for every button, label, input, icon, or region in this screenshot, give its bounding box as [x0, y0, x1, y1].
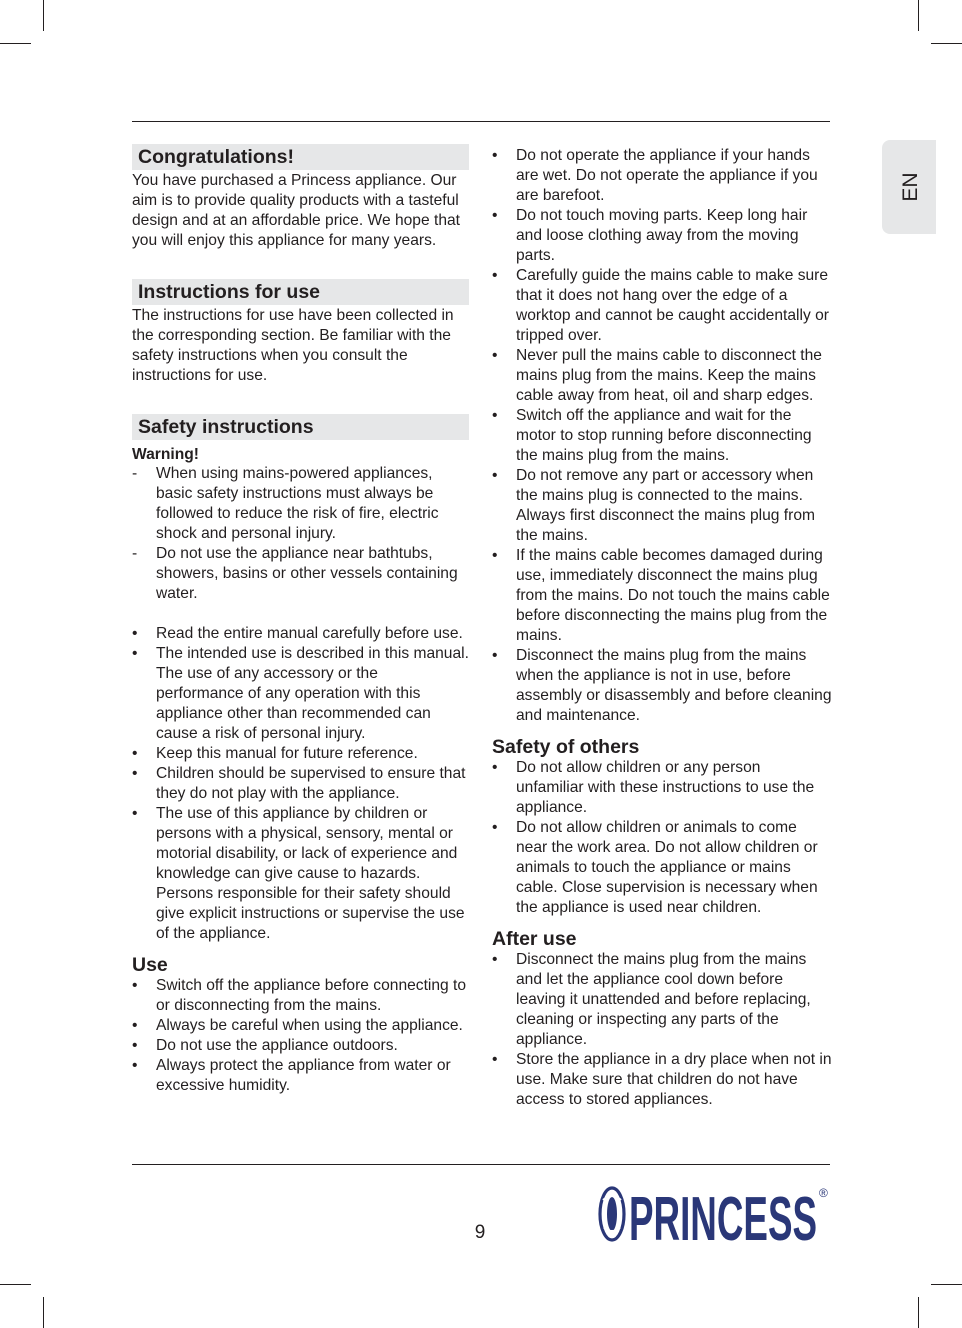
list-item: • Do not operate the appliance if your hands are wet. Do not operate the appliance if you are barefoot.: [492, 147, 818, 204]
bullet-marker: •: [492, 759, 498, 776]
brand-wordmark: PRINCESS: [629, 1185, 817, 1244]
princess-logo-graphic: [598, 1184, 830, 1244]
after-use-heading: After use: [492, 928, 577, 950]
left-column: [132, 144, 469, 1096]
bullet-marker: •: [492, 467, 498, 484]
safety-of-others-list: [492, 758, 832, 918]
crop-mark: [918, 1297, 919, 1328]
safety-of-others-heading: Safety of others: [492, 736, 640, 758]
list-item: - Do not use the appliance near bathtubs, showers, basins or other vessels containing water.: [132, 545, 458, 602]
bullet-marker: •: [132, 645, 138, 662]
safety-continued-list: [492, 146, 832, 726]
list-item: • Always protect the appliance from water or excessive humidity.: [132, 1057, 451, 1094]
list-item: - When using mains-powered appliances, basic safety instructions must always be followed to reduce the risk of fire, electric shock and personal injury.: [132, 465, 439, 542]
right-column: [492, 146, 832, 1110]
list-item: • Always be careful when using the appliance.: [132, 1017, 463, 1034]
list-item: • The use of this appliance by children or persons with a physical, sensory, mental or motorial disability, or lack of experience and knowledge can give cause to hazards. Persons responsible for their safety should give explicit instructions or supervise the use of the appliance.: [132, 805, 465, 942]
list-item: • If the mains cable becomes damaged during use, immediately disconnect the mains plug from the mains. Do not touch the mains cable before disconnecting the mains plug from the mains.: [492, 547, 830, 644]
use-heading: Use: [132, 954, 168, 976]
warning-list: [132, 464, 469, 604]
congratulations-heading: Congratulations!: [132, 144, 469, 170]
list-item: • Carefully guide the mains cable to make sure that it does not hang over the edge of a worktop and cannot be caught accidentally or tripped over.: [492, 267, 829, 344]
crop-mark: [0, 43, 31, 44]
top-rule: [132, 121, 830, 122]
dash-marker: -: [132, 465, 138, 482]
crop-mark: [931, 43, 962, 44]
princess-logo: [598, 1184, 830, 1249]
list-item: • Read the entire manual carefully before use.: [132, 625, 463, 642]
use-bullet-list: [132, 976, 469, 1096]
bullet-marker: •: [132, 805, 138, 822]
list-item: • Store the appliance in a dry place when not in use. Make sure that children do not have access to stored appliances.: [492, 1051, 832, 1108]
list-item: • Do not remove any part or accessory when the mains plug is connected to the mains. Always first disconnect the mains plug from the mains.: [492, 467, 815, 544]
bullet-marker: •: [492, 647, 498, 664]
list-item: • Switch off the appliance before connecting to or disconnecting from the mains.: [132, 977, 467, 1014]
list-item: • Do not allow children or animals to come near the work area. Do not allow children or animals to touch the appliance or mains cable. Close supervision is necessary when the appliance is used near children.: [492, 819, 818, 916]
instructions-for-use-text: The instructions for use have been collected in the corresponding section. Be familiar with the safety instructions when you consult the instructions for use.: [132, 307, 454, 384]
bullet-marker: •: [132, 625, 138, 642]
safety-instructions-heading: Safety instructions: [132, 414, 469, 440]
bullet-marker: •: [132, 977, 138, 994]
safety-bullet-list: [132, 624, 469, 944]
warning-label: Warning!: [132, 446, 199, 463]
bullet-marker: •: [132, 1017, 138, 1034]
list-item: • Disconnect the mains plug from the mains and let the appliance cool down before leaving it unattended and before replacing, cleaning or inspecting any parts of the appliance.: [492, 951, 811, 1048]
crop-mark: [0, 1284, 31, 1285]
bullet-marker: •: [492, 207, 498, 224]
bullet-marker: •: [132, 1037, 138, 1054]
list-item: • Do not touch moving parts. Keep long hair and loose clothing away from the moving parts.: [492, 207, 808, 264]
language-tab: [882, 140, 936, 234]
bullet-marker: •: [492, 951, 498, 968]
crown-emblem-icon: [600, 1188, 624, 1240]
dash-marker: -: [132, 545, 138, 562]
bottom-rule: [132, 1164, 830, 1165]
list-item: • Switch off the appliance and wait for the motor to stop running before disconnecting the mains plug from the mains.: [492, 407, 812, 464]
crop-mark: [43, 1297, 44, 1328]
bullet-marker: •: [492, 547, 498, 564]
bullet-marker: •: [492, 407, 498, 424]
bullet-marker: •: [492, 819, 498, 836]
congratulations-text: You have purchased a Princess appliance. Our aim is to provide quality products with a tasteful design and at an affordable price. We hope that you will enjoy this appliance for many years.: [132, 172, 460, 249]
bullet-marker: •: [132, 745, 138, 762]
list-item: • Keep this manual for future reference.: [132, 745, 418, 762]
list-item: • Never pull the mains cable to disconnect the mains plug from the mains. Keep the mains cable away from heat, oil and sharp edges.: [492, 347, 822, 404]
registered-mark: ®: [819, 1186, 828, 1200]
bullet-marker: •: [492, 147, 498, 164]
crop-mark: [918, 0, 919, 31]
crop-mark: [931, 1284, 962, 1285]
list-item: • The intended use is described in this manual. The use of any accessory or the performance of any operation with this appliance other than recommended can cause a risk of personal injury.: [132, 645, 469, 742]
list-item: • Do not use the appliance outdoors.: [132, 1037, 398, 1054]
list-item: • Children should be supervised to ensure that they do not play with the appliance.: [132, 765, 466, 802]
bullet-marker: •: [492, 347, 498, 364]
after-use-list: [492, 950, 832, 1110]
bullet-marker: •: [492, 267, 498, 284]
page-number: 9: [474, 1222, 486, 1243]
bullet-marker: •: [132, 1057, 138, 1074]
instructions-for-use-heading: Instructions for use: [132, 279, 469, 305]
bullet-marker: •: [132, 765, 138, 782]
language-tab-label: EN: [899, 172, 922, 202]
list-item: • Do not allow children or any person unfamiliar with these instructions to use the appliance.: [492, 759, 815, 816]
list-item: • Disconnect the mains plug from the mains when the appliance is not in use, before assembly or disassembly and before cleaning and maintenance.: [492, 647, 832, 724]
crop-mark: [43, 0, 44, 31]
bullet-marker: •: [492, 1051, 498, 1068]
